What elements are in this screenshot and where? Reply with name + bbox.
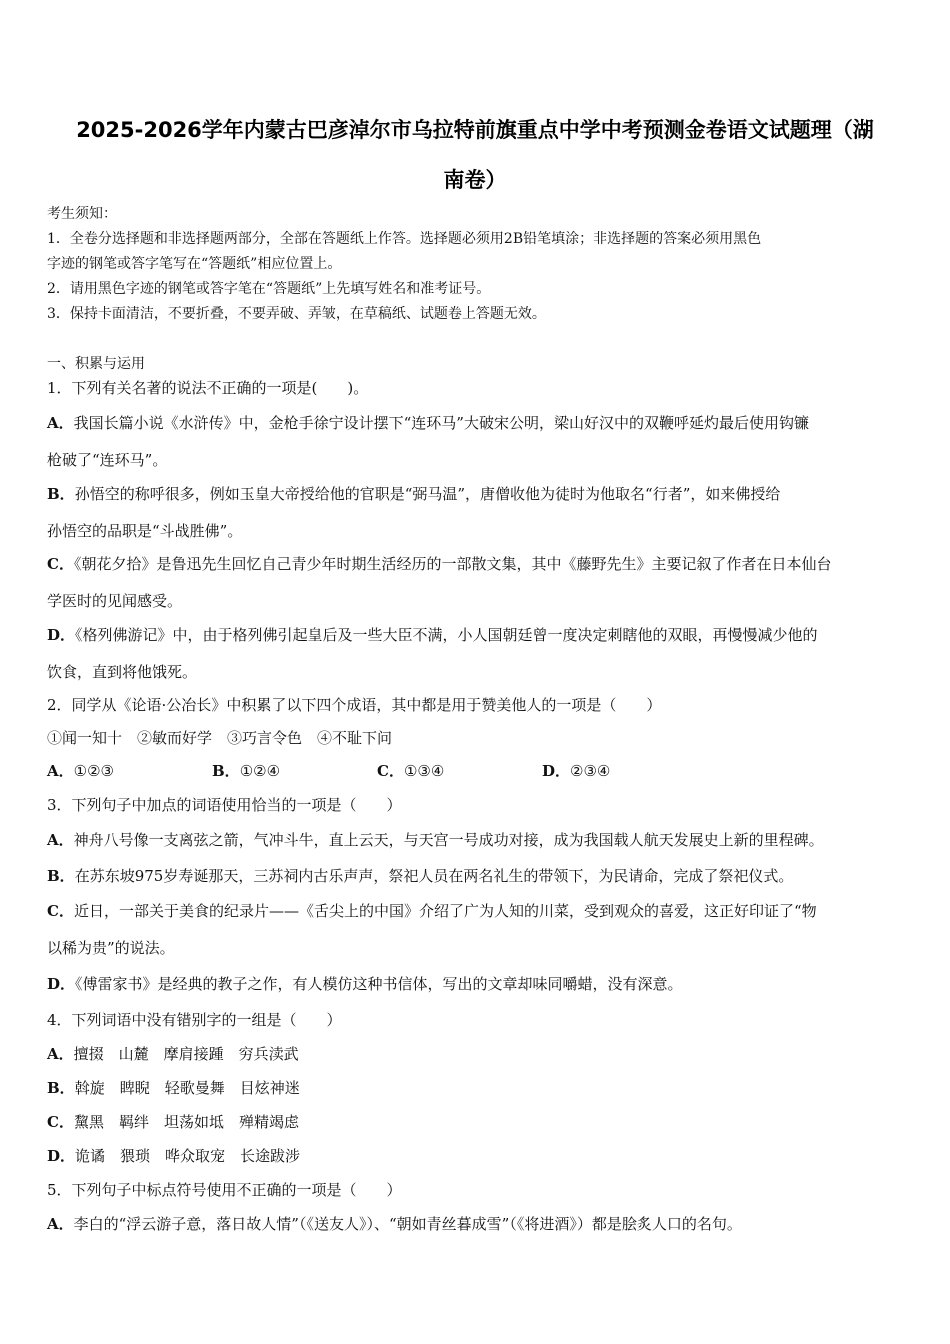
q1-option-b-label: B．: [47, 485, 75, 503]
q4-option-a: [47, 1043, 299, 1064]
exam-title-line-2: 南卷）: [443, 168, 507, 192]
q1-option-d-label: D．: [47, 626, 76, 644]
q3-option-b-label: B．: [47, 867, 75, 885]
q4-option-d-label: D．: [47, 1147, 76, 1165]
q2-option-a: [47, 760, 212, 781]
notice-item-1b: 字迹的钢笔或答字笔写在“答题纸”相应位置上。: [47, 256, 342, 272]
q1-option-d-cont: 饮食，直到将他饿死。: [47, 663, 198, 681]
q1-option-b-text: 孙悟空的称呼很多，例如玉皇大帝授给他的官职是“弼马温”，唐僧收他为徒时为他取名“行者”，如来佛授给: [74, 485, 781, 503]
q1-option-c: [47, 553, 831, 574]
q5-option-a-text: 李白的“浮云游子意，落日故人情”（《送友人》）、“朝如青丝暮成雪”（《将进酒》）都是脍炙人口的名句。: [73, 1215, 742, 1233]
q3-option-b-text: 在苏东坡975岁寿诞那天，三苏祠内古乐声声，祭祀人员在两名礼生的带领下，为民请命，完成了祭祀仪式。: [74, 867, 794, 885]
q4-option-c: [47, 1111, 299, 1132]
q1-stem: 1．下列有关名著的说法不正确的一项是( )。: [47, 379, 369, 397]
q3-option-d-label: D．: [47, 975, 76, 993]
q1-option-a-label: A．: [47, 414, 74, 432]
notice-heading: 考生须知：: [47, 206, 117, 222]
q4-option-a-text: 擅掇 山麓 摩肩接踵 穷兵渎武: [73, 1045, 299, 1063]
q1-option-b-cont: 孙悟空的品职是“斗战胜佛”。: [47, 522, 243, 540]
q3-option-c-cont: 以稀为贵”的说法。: [47, 939, 175, 957]
q4-option-b-text: 斡旋 睥睨 轻歌曼舞 目炫神迷: [74, 1079, 300, 1097]
q3-option-d-text: 《傅雷家书》是经典的教子之作，有人模仿这种书信体，写出的文章却味同嚼蜡，没有深意。: [75, 975, 683, 993]
q2-option-c-text: ①③④: [403, 762, 445, 780]
q2-option-b: [212, 760, 377, 781]
notice-item-3: 3．保持卡面清洁，不要折叠，不要弄破、弄皱，在草稿纸、试题卷上答题无效。: [47, 306, 546, 322]
q2-option-b-text: ①②④: [239, 762, 281, 780]
q4-option-c-label: C．: [47, 1113, 74, 1131]
q1-option-a-text: 我国长篇小说《水浒传》中，金枪手徐宁设计摆下“连环马”大破宋公明，梁山好汉中的双鞭呼延灼最后使用钩镰: [73, 414, 809, 432]
q2-options: [47, 760, 610, 781]
q2-option-d: [542, 760, 610, 781]
notice-item-2: 2．请用黑色字迹的钢笔或答字笔在“答题纸”上先填写姓名和准考证号。: [47, 281, 491, 297]
q1-option-a-cont: 枪破了“连环马”。: [47, 451, 168, 469]
q3-option-c-text: 近日，一部关于美食的纪录片——《舌尖上的中国》介绍了广为人知的川菜，受到观众的喜爱，这正好印证了“物: [73, 902, 817, 920]
q2-option-d-label: D．: [542, 762, 571, 780]
q2-option-d-text: ②③④: [570, 762, 611, 780]
q3-option-a-label: A．: [47, 831, 74, 849]
q3-option-a: [47, 829, 824, 850]
q1-option-a: [47, 412, 809, 433]
q1-option-c-text: 《朝花夕拾》是鲁迅先生回忆自己青少年时期生活经历的一部散文集，其中《藤野先生》主要记叙了作者在日本仙台: [73, 555, 832, 573]
q2-items: ①闻一知十 ②敏而好学 ③巧言令色 ④不耻下问: [47, 729, 393, 747]
q4-stem: 4．下列词语中没有错别字的一组是（ ）: [47, 1011, 342, 1029]
q3-option-d: [47, 973, 683, 994]
q3-option-a-text: 神舟八号像一支离弦之箭，气冲斗牛，直上云天，与天宫一号成功对接，成为我国载人航天发展史上新的里程碑。: [73, 831, 824, 849]
q4-option-b: [47, 1077, 300, 1098]
q5-stem: 5．下列句子中标点符号使用不正确的一项是（ ）: [47, 1181, 402, 1199]
q1-option-d-text: 《格列佛游记》中，由于格列佛引起皇后及一些大臣不满，小人国朝廷曾一度决定刺瞎他的双眼，再慢慢减少他的: [75, 626, 818, 644]
q1-option-c-cont: 学医时的见闻感受。: [47, 592, 183, 610]
q5-option-a: [47, 1213, 742, 1234]
q3-stem: 3．下列句子中加点的词语使用恰当的一项是（ ）: [47, 796, 402, 814]
q2-option-a-text: ①②③: [73, 762, 114, 780]
q4-option-d-text: 诡谲 猥琐 哗众取宠 长途跋涉: [75, 1147, 301, 1165]
q2-option-b-label: B．: [212, 762, 240, 780]
q4-option-a-label: A．: [47, 1045, 74, 1063]
q2-option-c-label: C．: [377, 762, 404, 780]
q4-option-c-text: 黧黑 羁绊 坦荡如坻 殚精竭虑: [73, 1113, 299, 1131]
q3-option-c: [47, 900, 817, 921]
q2-option-c: [377, 760, 542, 781]
q2-stem: 2．同学从《论语·公冶长》中积累了以下四个成语，其中都是用于赞美他人的一项是（ ）: [47, 696, 662, 714]
q4-option-b-label: B．: [47, 1079, 75, 1097]
notice-item-1a: 1．全卷分选择题和非选择题两部分，全部在答题纸上作答。选择题必须用2B铅笔填涂；非选择题的答案必须用黑色: [47, 231, 762, 247]
q5-option-a-label: A．: [47, 1215, 74, 1233]
q1-option-b: [47, 483, 780, 504]
section-heading: 一、积累与运用: [47, 356, 145, 372]
q2-option-a-label: A．: [47, 762, 74, 780]
q3-option-c-label: C．: [47, 902, 74, 920]
q4-option-d: [47, 1145, 300, 1166]
q3-option-b: [47, 865, 793, 886]
q1-option-d: [47, 624, 818, 645]
q1-option-c-label: C．: [47, 555, 74, 573]
exam-title-line-1: 2025-2026学年内蒙古巴彦淖尔市乌拉特前旗重点中学中考预测金卷语文试题理（湖: [76, 118, 874, 142]
